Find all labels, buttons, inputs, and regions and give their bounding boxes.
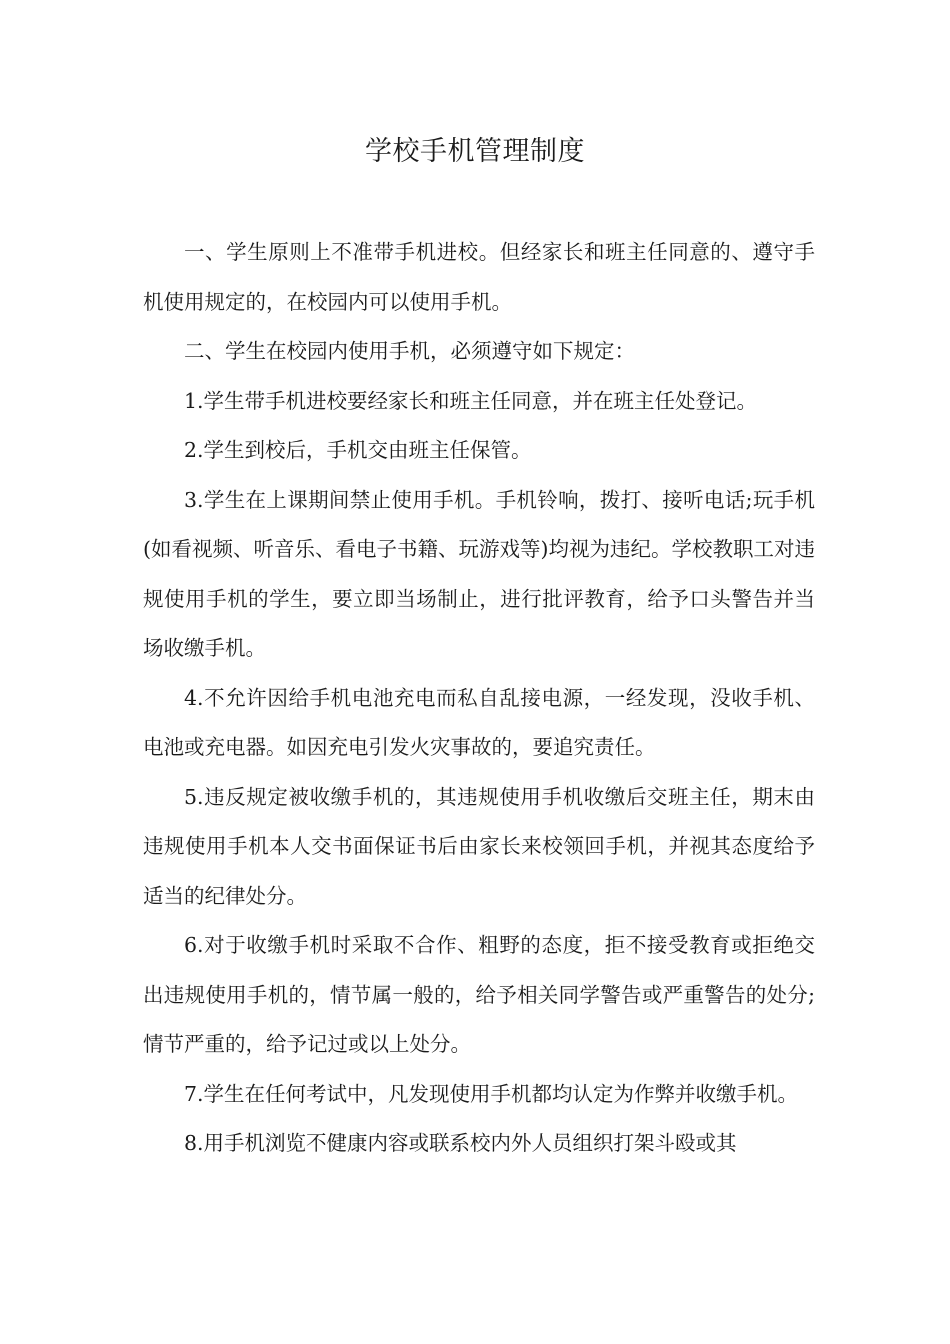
paragraph-item-1: 1.学生带手机进校要经家长和班主任同意，并在班主任处登记。 — [184, 388, 758, 413]
paragraph-item-8: 8.用手机浏览不健康内容或联系校内外人员组织打架斗殴或其 — [184, 1131, 737, 1155]
paragraph-item-2: 2.学生到校后，手机交由班主任保管。 — [184, 438, 532, 462]
paragraph-item-5: 5.违反规定被收缴手机的，其违规使用手机收缴后交班主任，期末由违规使用手机本人交书面保证书后由家长来校领回手机，并视其态度给予适当的纪律处分。 — [143, 784, 815, 908]
paragraph-item-7: 7.学生在任何考试中，凡发现使用手机都均认定为作弊并收缴手机。 — [184, 1081, 799, 1106]
document-title: 学校手机管理制度 — [365, 136, 585, 167]
paragraph-item-4: 4.不允许因给手机电池充电而私自乱接电源，一经发现，没收手机、电池或充电器。如因充电引发火灾事故的，要追究责任。 — [143, 685, 815, 759]
document-body — [143, 228, 815, 1169]
paragraph-rule-2-intro: 二、学生在校园内使用手机，必须遵守如下规定： — [184, 339, 635, 363]
paragraph-rule-1: 一、学生原则上不准带手机进校。但经家长和班主任同意的、遵守手机使用规定的，在校园内可以使用手机。 — [143, 240, 815, 314]
paragraph-item-6: 6.对于收缴手机时采取不合作、粗野的态度，拒不接受教育或拒绝交出违规使用手机的，情节属一般的，给予相关同学警告或严重警告的处分;情节严重的，给予记过或以上处分。 — [143, 933, 815, 1056]
paragraph-item-3: 3.学生在上课期间禁止使用手机。手机铃响，拨打、接听电话;玩手机(如看视频、听音乐、看电子书籍、玩游戏等)均视为违纪。学校教职工对违规使用手机的学生，要立即当场制止，进行批评教育，给予口头警告并当场收缴手机。 — [143, 487, 815, 660]
